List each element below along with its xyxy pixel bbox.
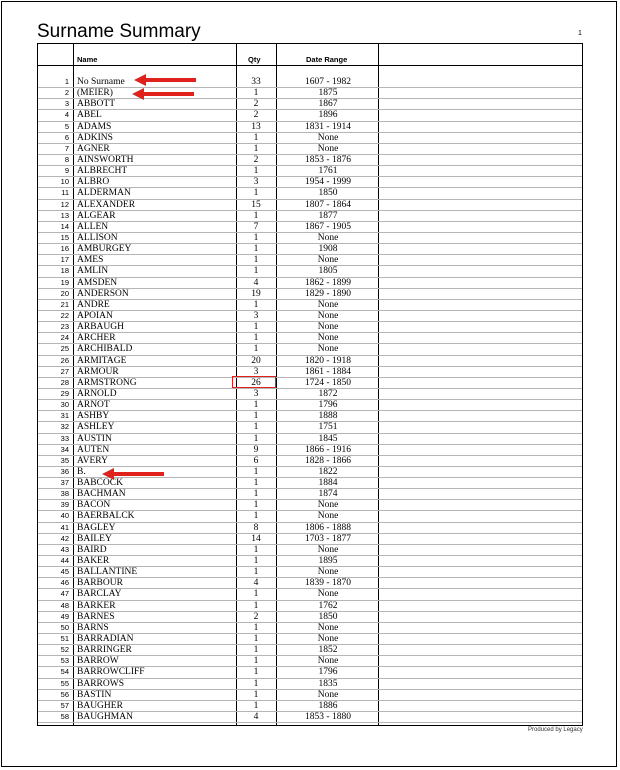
row-number: 22 bbox=[60, 310, 69, 320]
surname-cell: APOIAN bbox=[77, 310, 113, 321]
surname-cell: ABBOTT bbox=[77, 99, 115, 110]
qty-cell: 1 bbox=[253, 700, 259, 711]
table-row bbox=[38, 578, 582, 589]
date-range-cell: 1866 - 1916 bbox=[305, 444, 351, 455]
table-row bbox=[38, 244, 582, 255]
table-row bbox=[38, 356, 582, 367]
column-header-date-range: Date Range bbox=[306, 55, 348, 64]
table-row bbox=[38, 77, 582, 88]
qty-cell: 13 bbox=[251, 121, 261, 132]
table-row bbox=[38, 656, 582, 667]
date-range-cell: 1806 - 1888 bbox=[305, 522, 351, 533]
surname-cell: BASTIN bbox=[77, 689, 112, 700]
date-range-cell: 1862 - 1899 bbox=[305, 277, 351, 288]
date-range-cell: 1828 - 1866 bbox=[305, 455, 351, 466]
surname-cell: ALLEN bbox=[77, 221, 109, 232]
surname-cell: ARCHIBALD bbox=[77, 344, 133, 355]
qty-cell: 1 bbox=[253, 634, 259, 645]
table-row bbox=[38, 511, 582, 522]
surname-cell: BAUGHMAN bbox=[77, 712, 133, 723]
row-number: 26 bbox=[60, 355, 69, 365]
surname-cell: ANDERSON bbox=[77, 288, 129, 299]
row-number: 48 bbox=[60, 600, 69, 610]
qty-cell: 1 bbox=[253, 600, 259, 611]
row-number: 31 bbox=[60, 411, 69, 421]
row-number: 55 bbox=[60, 678, 69, 688]
surname-cell: ARBAUGH bbox=[77, 322, 124, 333]
qty-cell: 1 bbox=[253, 411, 259, 422]
row-number: 46 bbox=[60, 578, 69, 588]
row-number: 15 bbox=[60, 232, 69, 242]
qty-cell: 1 bbox=[253, 689, 259, 700]
date-range-cell: 1877 bbox=[318, 210, 338, 221]
surname-cell: ARNOLD bbox=[77, 388, 117, 399]
surname-cell: BARRADIAN bbox=[77, 634, 134, 645]
date-range-cell: None bbox=[317, 544, 339, 555]
date-range-cell: 1853 - 1880 bbox=[305, 712, 351, 723]
row-number: 33 bbox=[60, 433, 69, 443]
surname-cell: BAERBALCK bbox=[77, 511, 135, 522]
qty-cell: 1 bbox=[253, 299, 259, 310]
surname-cell: ALDERMAN bbox=[77, 188, 131, 199]
qty-cell: 1 bbox=[253, 656, 259, 667]
qty-cell: 9 bbox=[253, 444, 259, 455]
table-row bbox=[38, 166, 582, 177]
table-row bbox=[38, 389, 582, 400]
table-row bbox=[38, 601, 582, 612]
row-number: 16 bbox=[60, 244, 69, 254]
qty-cell: 2 bbox=[253, 99, 259, 110]
surname-cell: BARROWCLIFF bbox=[77, 667, 145, 678]
row-number: 18 bbox=[60, 266, 69, 276]
surname-cell: ALLISON bbox=[77, 232, 118, 243]
surname-cell: AUTEN bbox=[77, 444, 110, 455]
row-number: 29 bbox=[60, 388, 69, 398]
qty-cell: 19 bbox=[251, 288, 261, 299]
table-row bbox=[38, 400, 582, 411]
surname-cell: ADKINS bbox=[77, 132, 113, 143]
table-row bbox=[38, 211, 582, 222]
surname-cell: AINSWORTH bbox=[77, 154, 134, 165]
row-number: 21 bbox=[60, 299, 69, 309]
qty-cell: 1 bbox=[253, 344, 259, 355]
date-range-cell: 1703 - 1877 bbox=[305, 533, 351, 544]
qty-cell: 1 bbox=[253, 556, 259, 567]
row-number: 10 bbox=[60, 177, 69, 187]
column-header-qty: Qty bbox=[248, 55, 261, 64]
surname-cell: AUSTIN bbox=[77, 433, 112, 444]
date-range-cell: 1822 bbox=[318, 466, 338, 477]
date-range-cell: 1888 bbox=[318, 411, 338, 422]
table-row bbox=[38, 489, 582, 500]
qty-cell: 1 bbox=[253, 667, 259, 678]
row-number: 56 bbox=[60, 689, 69, 699]
footer-credit: Produced by Legacy bbox=[528, 727, 583, 733]
red-arrow-icon bbox=[130, 86, 196, 102]
qty-cell: 7 bbox=[253, 221, 259, 232]
date-range-cell: 1875 bbox=[318, 88, 338, 99]
row-number: 38 bbox=[60, 489, 69, 499]
date-range-cell: 1831 - 1914 bbox=[305, 121, 351, 132]
highlight-box bbox=[232, 376, 276, 388]
date-range-cell: 1954 - 1999 bbox=[305, 177, 351, 188]
table-row bbox=[38, 645, 582, 656]
qty-cell: 1 bbox=[253, 333, 259, 344]
date-range-cell: None bbox=[317, 500, 339, 511]
qty-cell: 1 bbox=[253, 678, 259, 689]
qty-cell: 3 bbox=[253, 388, 259, 399]
table-row bbox=[38, 679, 582, 690]
qty-cell: 1 bbox=[253, 132, 259, 143]
table-row bbox=[38, 88, 582, 99]
qty-cell: 8 bbox=[253, 522, 259, 533]
table-row bbox=[38, 155, 582, 166]
row-number: 44 bbox=[60, 556, 69, 566]
qty-cell: 6 bbox=[253, 455, 259, 466]
surname-cell: BARRINGER bbox=[77, 645, 132, 656]
surname-cell: BAGLEY bbox=[77, 522, 116, 533]
date-range-cell: 1835 bbox=[318, 678, 338, 689]
qty-cell: 3 bbox=[253, 366, 259, 377]
row-number: 39 bbox=[60, 500, 69, 510]
qty-cell: 1 bbox=[253, 567, 259, 578]
surname-cell: ARNOT bbox=[77, 400, 110, 411]
surname-cell: ASHBY bbox=[77, 411, 110, 422]
table-row bbox=[38, 333, 582, 344]
surname-cell: No Surname bbox=[77, 77, 125, 87]
row-number: 57 bbox=[60, 700, 69, 710]
row-number: 43 bbox=[60, 544, 69, 554]
row-number: 53 bbox=[60, 656, 69, 666]
qty-cell: 1 bbox=[253, 210, 259, 221]
qty-cell: 1 bbox=[253, 266, 259, 277]
qty-cell: 2 bbox=[253, 110, 259, 121]
row-number: 45 bbox=[60, 567, 69, 577]
surname-cell: ABEL bbox=[77, 110, 102, 121]
surname-cell: AGNER bbox=[77, 143, 110, 154]
date-range-cell: None bbox=[317, 567, 339, 578]
qty-cell: 2 bbox=[253, 611, 259, 622]
table-row bbox=[38, 545, 582, 556]
date-range-cell: None bbox=[317, 232, 339, 243]
surname-cell: ALBRO bbox=[77, 177, 110, 188]
table-row bbox=[38, 523, 582, 534]
qty-cell: 1 bbox=[253, 322, 259, 333]
date-range-cell: None bbox=[317, 511, 339, 522]
row-number: 41 bbox=[60, 522, 69, 532]
table-row bbox=[38, 567, 582, 578]
table-row bbox=[38, 266, 582, 277]
row-number: 27 bbox=[60, 366, 69, 376]
row-number: 49 bbox=[60, 611, 69, 621]
surname-cell: ARMITAGE bbox=[77, 355, 127, 366]
row-number: 23 bbox=[60, 322, 69, 332]
row-number: 36 bbox=[60, 466, 69, 476]
date-range-cell: 1807 - 1864 bbox=[305, 199, 351, 210]
surname-cell: BAKER bbox=[77, 556, 110, 567]
qty-cell: 33 bbox=[251, 77, 261, 87]
table-row bbox=[38, 110, 582, 121]
date-range-cell: 1884 bbox=[318, 478, 338, 489]
table-row bbox=[38, 289, 582, 300]
row-number: 13 bbox=[60, 210, 69, 220]
qty-cell: 1 bbox=[253, 478, 259, 489]
date-range-cell: None bbox=[317, 322, 339, 333]
table-row bbox=[38, 311, 582, 322]
page-title: Surname Summary bbox=[37, 21, 201, 42]
table-row bbox=[38, 144, 582, 155]
date-range-cell: 1874 bbox=[318, 489, 338, 500]
row-number: 9 bbox=[64, 166, 69, 176]
date-range-cell: 1845 bbox=[318, 433, 338, 444]
table-row bbox=[38, 712, 582, 723]
date-range-cell: 1850 bbox=[318, 188, 338, 199]
surname-cell: ARCHER bbox=[77, 333, 116, 344]
row-number: 3 bbox=[64, 99, 69, 109]
date-range-cell: None bbox=[317, 689, 339, 700]
table-row bbox=[38, 612, 582, 623]
row-number: 4 bbox=[64, 110, 69, 120]
surname-table bbox=[37, 43, 583, 726]
date-range-cell: 1805 bbox=[318, 266, 338, 277]
surname-cell: (MEIER) bbox=[77, 88, 113, 99]
qty-cell: 1 bbox=[253, 466, 259, 477]
row-number: 7 bbox=[64, 143, 69, 153]
date-range-cell: 1886 bbox=[318, 700, 338, 711]
qty-cell: 1 bbox=[253, 511, 259, 522]
date-range-cell: 1839 - 1870 bbox=[305, 578, 351, 589]
table-row bbox=[38, 701, 582, 712]
date-range-cell: 1762 bbox=[318, 600, 338, 611]
date-range-cell: 1829 - 1890 bbox=[305, 288, 351, 299]
date-range-cell: None bbox=[317, 333, 339, 344]
table-row bbox=[38, 634, 582, 645]
date-range-cell: 1853 - 1876 bbox=[305, 154, 351, 165]
date-range-cell: 1861 - 1884 bbox=[305, 366, 351, 377]
surname-cell: BAUGHER bbox=[77, 700, 123, 711]
surname-cell: ANDRE bbox=[77, 299, 110, 310]
row-number: 51 bbox=[60, 634, 69, 644]
qty-cell: 3 bbox=[253, 310, 259, 321]
date-range-cell: None bbox=[317, 589, 339, 600]
row-number: 35 bbox=[60, 455, 69, 465]
qty-cell: 4 bbox=[253, 712, 259, 723]
qty-cell: 26 bbox=[251, 377, 261, 388]
table-row bbox=[38, 278, 582, 289]
surname-cell: BACHMAN bbox=[77, 489, 126, 500]
table-row bbox=[38, 445, 582, 456]
date-range-cell: None bbox=[317, 634, 339, 645]
qty-cell: 1 bbox=[253, 433, 259, 444]
qty-cell: 1 bbox=[253, 244, 259, 255]
table-row bbox=[38, 133, 582, 144]
date-range-cell: None bbox=[317, 310, 339, 321]
surname-cell: ALBRECHT bbox=[77, 166, 128, 177]
table-row bbox=[38, 200, 582, 211]
qty-cell: 1 bbox=[253, 143, 259, 154]
date-range-cell: None bbox=[317, 143, 339, 154]
table-row bbox=[38, 233, 582, 244]
qty-cell: 1 bbox=[253, 589, 259, 600]
table-row bbox=[38, 177, 582, 188]
surname-cell: BAILEY bbox=[77, 533, 112, 544]
table-body bbox=[38, 77, 582, 723]
page-number: 1 bbox=[578, 30, 582, 37]
qty-cell: 1 bbox=[253, 88, 259, 99]
date-range-cell: 1796 bbox=[318, 400, 338, 411]
date-range-cell: None bbox=[317, 255, 339, 266]
surname-cell: BABCOCK bbox=[77, 478, 123, 489]
date-range-cell: 1607 - 1982 bbox=[305, 77, 351, 87]
surname-cell: AVERY bbox=[77, 455, 108, 466]
date-range-cell: None bbox=[317, 656, 339, 667]
surname-cell: B. bbox=[77, 466, 86, 477]
date-range-cell: 1724 - 1850 bbox=[305, 377, 351, 388]
surname-cell: ASHLEY bbox=[77, 422, 115, 433]
table-row bbox=[38, 99, 582, 110]
surname-cell: BARNS bbox=[77, 622, 109, 633]
surname-cell: AMSDEN bbox=[77, 277, 118, 288]
surname-cell: BALLANTINE bbox=[77, 567, 138, 578]
qty-cell: 1 bbox=[253, 622, 259, 633]
qty-cell: 1 bbox=[253, 255, 259, 266]
table-row bbox=[38, 255, 582, 266]
row-number: 11 bbox=[61, 188, 69, 198]
date-range-cell: None bbox=[317, 344, 339, 355]
date-range-cell: 1761 bbox=[318, 166, 338, 177]
row-number: 50 bbox=[60, 622, 69, 632]
date-range-cell: 1867 - 1905 bbox=[305, 221, 351, 232]
table-row bbox=[38, 222, 582, 233]
date-range-cell: 1751 bbox=[318, 422, 338, 433]
row-number: 19 bbox=[60, 277, 69, 287]
date-range-cell: 1852 bbox=[318, 645, 338, 656]
table-row bbox=[38, 534, 582, 545]
row-number: 58 bbox=[60, 712, 69, 722]
qty-cell: 1 bbox=[253, 544, 259, 555]
table-row bbox=[38, 422, 582, 433]
qty-cell: 20 bbox=[251, 355, 261, 366]
date-range-cell: None bbox=[317, 622, 339, 633]
qty-cell: 1 bbox=[253, 645, 259, 656]
surname-cell: ARMSTRONG bbox=[77, 377, 137, 388]
table-row bbox=[38, 434, 582, 445]
row-number: 14 bbox=[60, 221, 69, 231]
qty-cell: 15 bbox=[251, 199, 261, 210]
qty-cell: 14 bbox=[251, 533, 261, 544]
table-row bbox=[38, 188, 582, 199]
row-number: 1 bbox=[64, 77, 69, 86]
table-row bbox=[38, 378, 582, 389]
date-range-cell: 1796 bbox=[318, 667, 338, 678]
qty-cell: 1 bbox=[253, 188, 259, 199]
qty-cell: 3 bbox=[253, 177, 259, 188]
date-range-cell: 1895 bbox=[318, 556, 338, 567]
surname-cell: AMES bbox=[77, 255, 104, 266]
column-header-name: Name bbox=[77, 55, 98, 64]
surname-cell: BARROWS bbox=[77, 678, 124, 689]
row-number: 52 bbox=[60, 645, 69, 655]
table-row bbox=[38, 300, 582, 311]
table-row bbox=[38, 589, 582, 600]
date-range-cell: 1867 bbox=[318, 99, 338, 110]
table-row bbox=[38, 500, 582, 511]
table-row bbox=[38, 344, 582, 355]
row-number: 30 bbox=[60, 400, 69, 410]
qty-cell: 1 bbox=[253, 166, 259, 177]
table-row bbox=[38, 367, 582, 378]
row-number: 25 bbox=[60, 344, 69, 354]
row-number: 54 bbox=[60, 667, 69, 677]
surname-cell: ARMOUR bbox=[77, 366, 119, 377]
table-row bbox=[38, 690, 582, 701]
surname-cell: ALEXANDER bbox=[77, 199, 136, 210]
qty-cell: 1 bbox=[253, 400, 259, 411]
table-row bbox=[38, 623, 582, 634]
row-number: 24 bbox=[60, 333, 69, 343]
qty-cell: 1 bbox=[253, 500, 259, 511]
surname-cell: AMLIN bbox=[77, 266, 109, 277]
surname-cell: BARROW bbox=[77, 656, 119, 667]
table-row bbox=[38, 556, 582, 567]
row-number: 32 bbox=[60, 422, 69, 432]
table-row bbox=[38, 667, 582, 678]
qty-cell: 2 bbox=[253, 154, 259, 165]
row-number: 6 bbox=[64, 132, 69, 142]
date-range-cell: 1820 - 1918 bbox=[305, 355, 351, 366]
table-header bbox=[38, 44, 582, 66]
row-number: 20 bbox=[60, 288, 69, 298]
qty-cell: 1 bbox=[253, 489, 259, 500]
date-range-cell: 1872 bbox=[318, 388, 338, 399]
surname-cell: BACON bbox=[77, 500, 111, 511]
qty-cell: 4 bbox=[253, 277, 259, 288]
row-number: 42 bbox=[60, 533, 69, 543]
surname-cell: ADAMS bbox=[77, 121, 112, 132]
surname-cell: BARBOUR bbox=[77, 578, 123, 589]
row-number: 5 bbox=[64, 121, 69, 131]
surname-cell: BARCLAY bbox=[77, 589, 122, 600]
date-range-cell: None bbox=[317, 299, 339, 310]
row-number: 8 bbox=[64, 154, 69, 164]
surname-cell: AMBURGEY bbox=[77, 244, 132, 255]
surname-cell: BARKER bbox=[77, 600, 116, 611]
table-row bbox=[38, 122, 582, 133]
date-range-cell: 1896 bbox=[318, 110, 338, 121]
date-range-cell: 1908 bbox=[318, 244, 338, 255]
row-number: 34 bbox=[60, 444, 69, 454]
row-number: 37 bbox=[60, 478, 69, 488]
qty-cell: 1 bbox=[253, 232, 259, 243]
date-range-cell: None bbox=[317, 132, 339, 143]
row-number: 28 bbox=[60, 377, 69, 387]
surname-cell: BARNES bbox=[77, 611, 115, 622]
qty-cell: 1 bbox=[253, 422, 259, 433]
table-row bbox=[38, 322, 582, 333]
row-number: 12 bbox=[60, 199, 69, 209]
row-number: 40 bbox=[60, 511, 69, 521]
qty-cell: 4 bbox=[253, 578, 259, 589]
surname-cell: ALGEAR bbox=[77, 210, 116, 221]
date-range-cell: 1850 bbox=[318, 611, 338, 622]
row-number: 47 bbox=[60, 589, 69, 599]
surname-cell: BAIRD bbox=[77, 544, 107, 555]
row-number: 2 bbox=[64, 88, 69, 98]
table-row bbox=[38, 411, 582, 422]
red-arrow-icon bbox=[100, 466, 166, 482]
row-number: 17 bbox=[60, 255, 69, 265]
